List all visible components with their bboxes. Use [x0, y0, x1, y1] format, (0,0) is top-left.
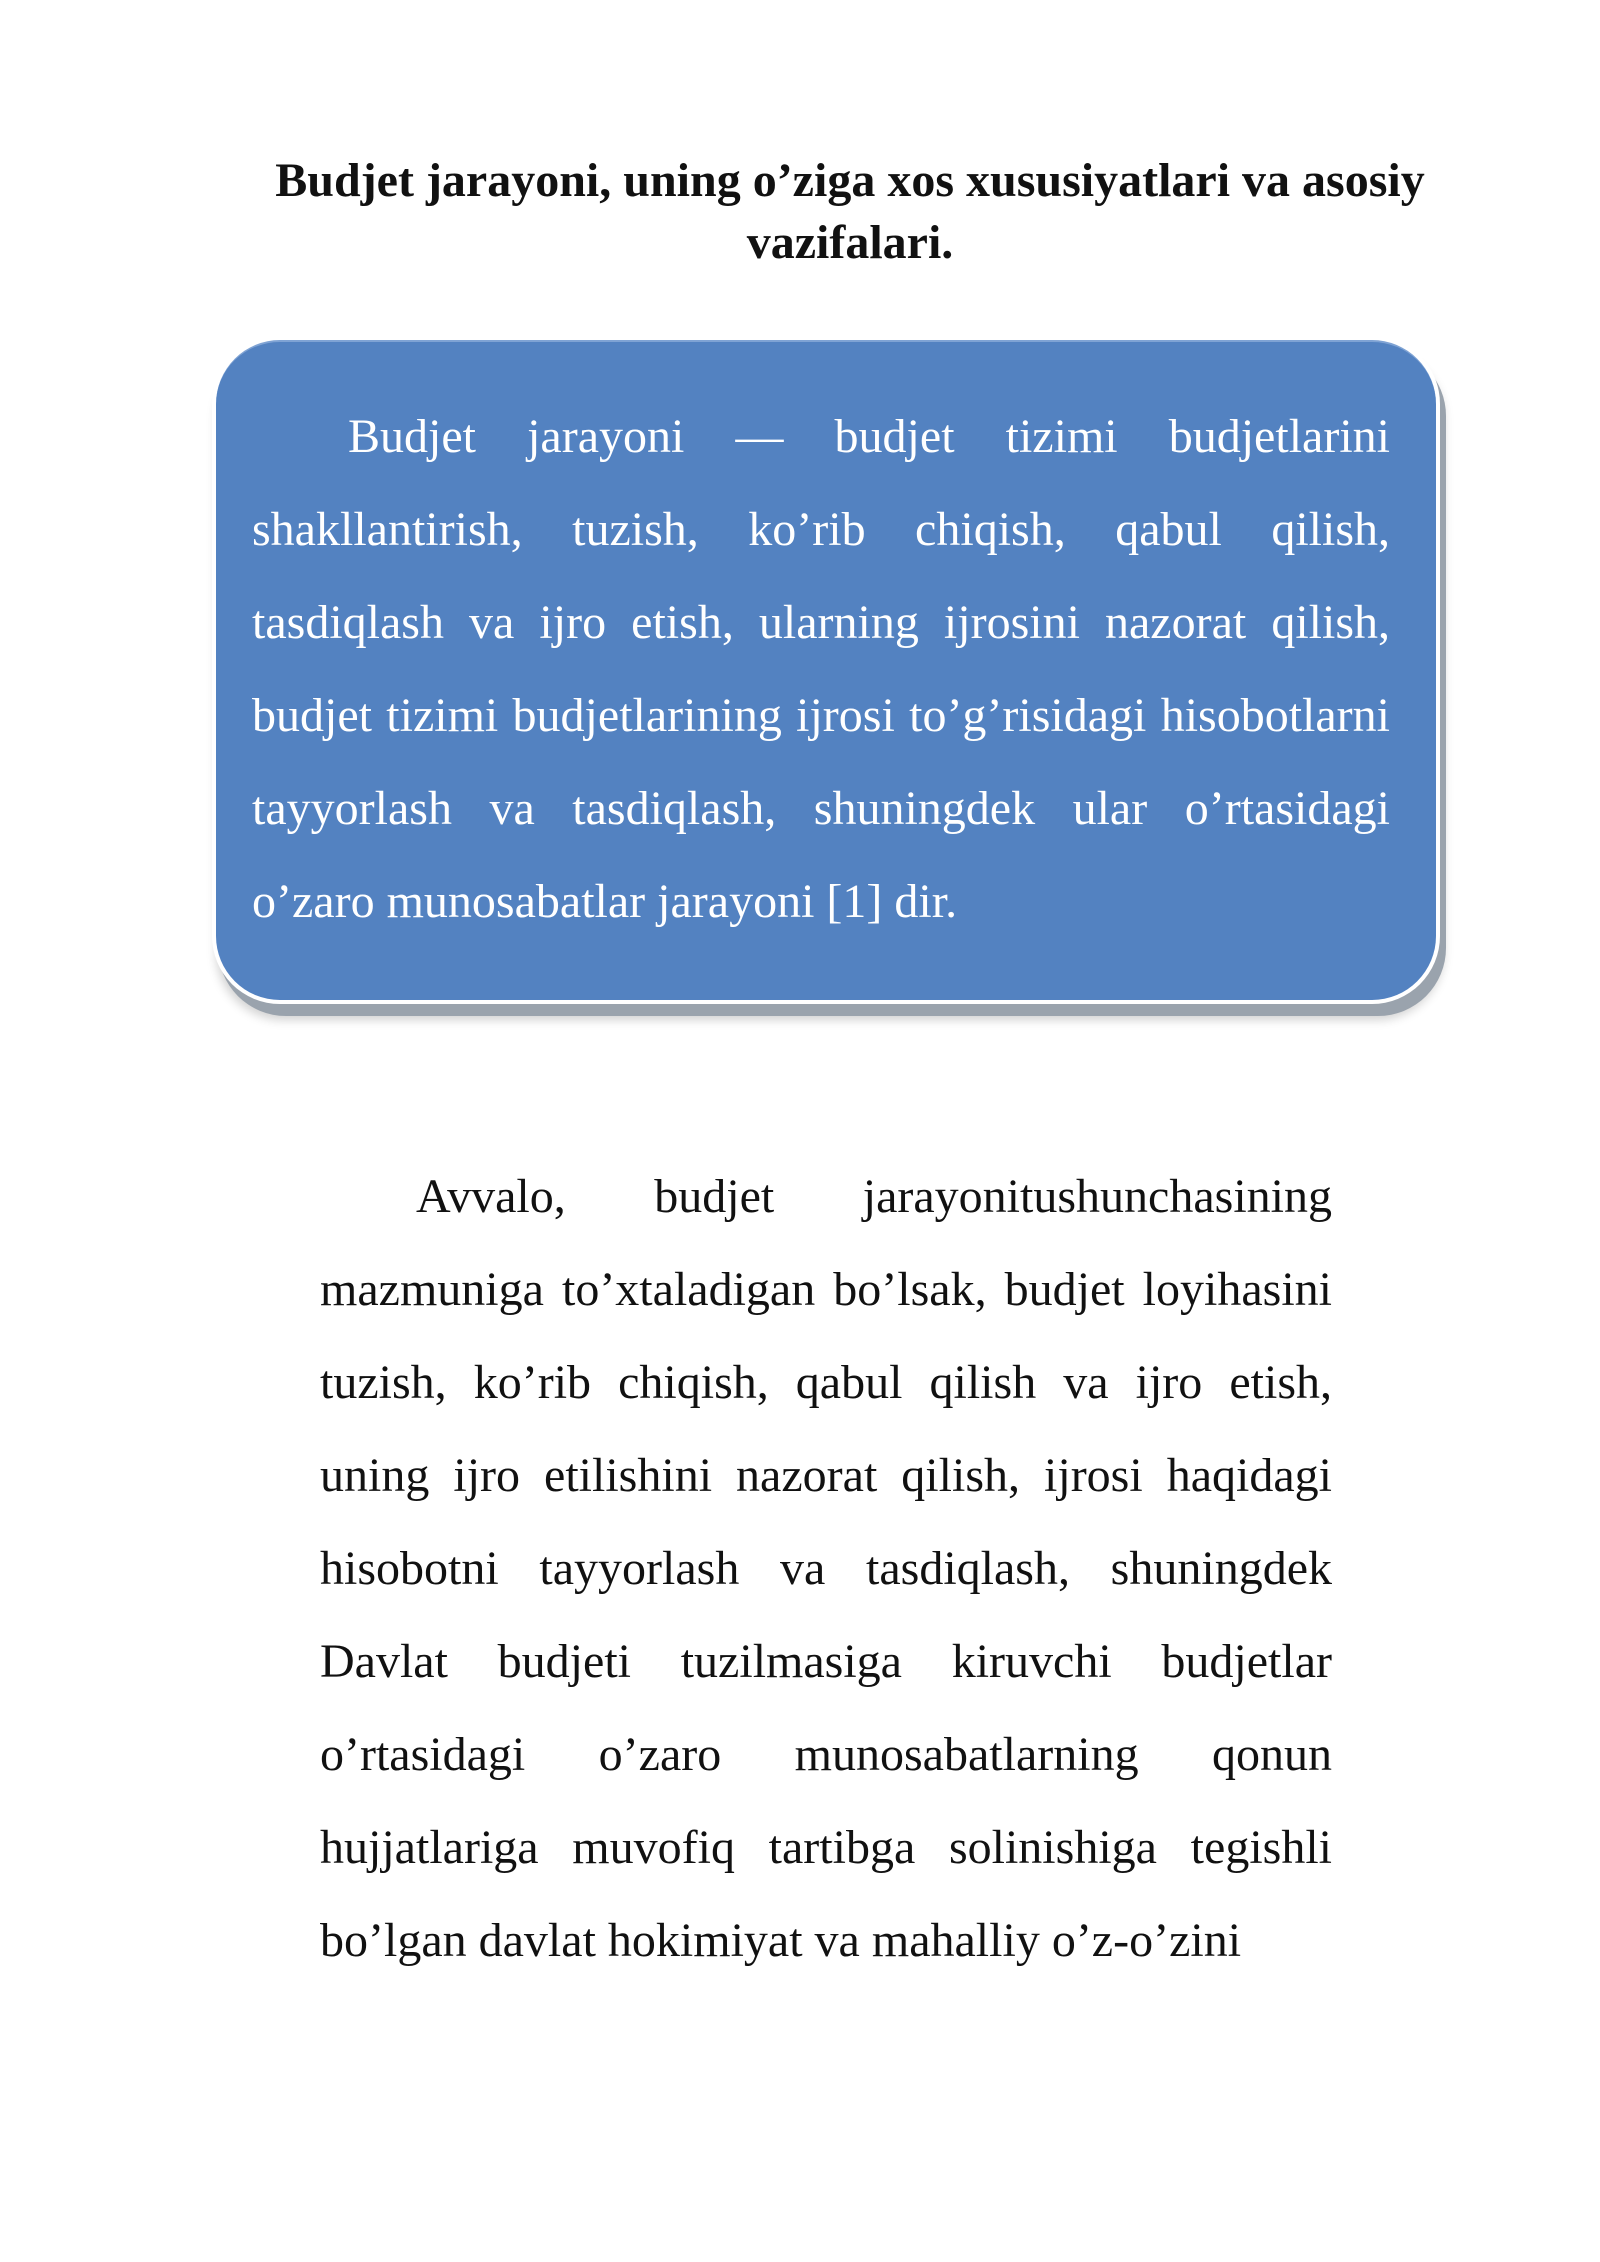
definition-callout-box — [216, 340, 1436, 1000]
body-paragraph: Avvalo, budjet jarayonitushunchasining mazmuniga to’xtaladigan bo’lsak, budjet loyihasini tuzish, ko’rib chiqish, qabul qilish va ijro etish, uning ijro etilishini nazorat qilish, ijrosi haqidagi hisobotni tayyorlash va tasdiqlash, shuningdek Davlat budjeti tuzilmasiga kiruvchi budjetlar o’rtasidagi o’zaro munosabatlarning qonun hujjatlariga muvofiq tartibga solinishiga tegishli bo’lgan davlat hokimiyat va mahalliy o’z-o’zini — [320, 1170, 1332, 1967]
definition-text: Budjet jarayoni — budjet tizimi budjetlarini shakllantirish, tuzish, ko’rib chiqish, qabul qilish, tasdiqlash va ijro etish, ularning ijrosini nazorat qilish, budjet tizimi budjetlarining ijrosi to’g’risidagi hisobotlarni tayyorlash va tasdiqlash, shuningdek ular o’rtasidagi o’zaro munosabatlar jarayoni [1] dir. — [252, 410, 1390, 928]
document-title: Budjet jarayoni, uning o’ziga xos xususiyatlari va asosiy vazifalari. — [275, 154, 1425, 269]
